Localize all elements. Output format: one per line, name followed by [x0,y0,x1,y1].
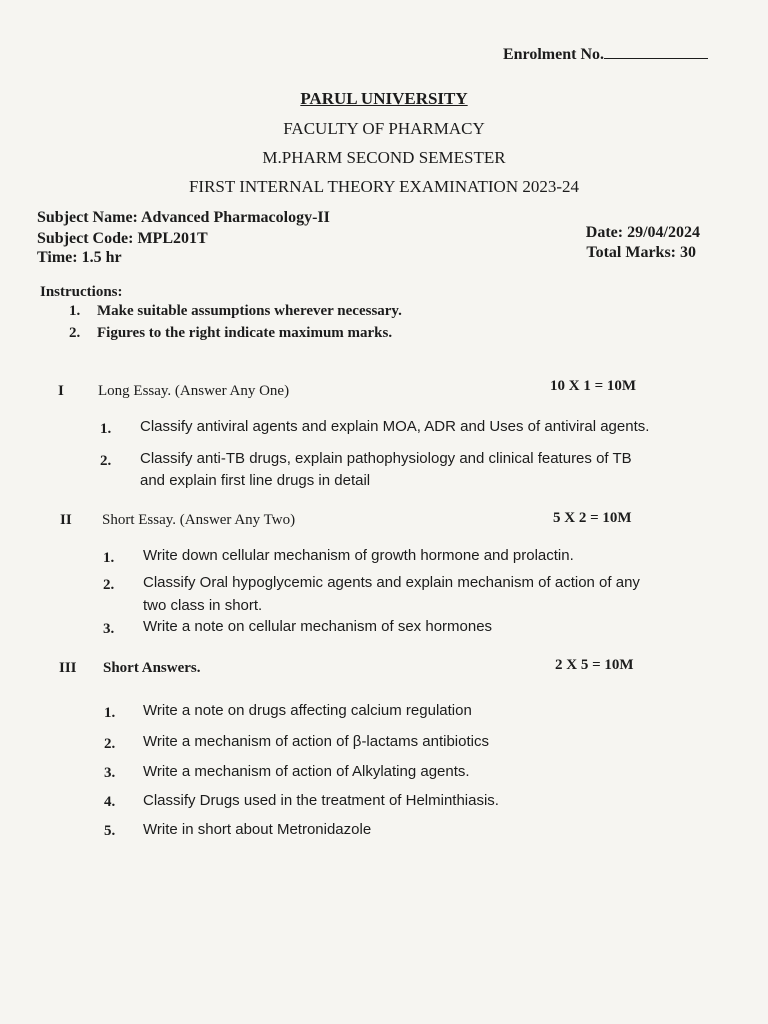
question-number: 1. [104,705,116,721]
question-number: 1. [103,550,115,566]
question-text-continued: two class in short. [143,597,263,614]
faculty-name: FACULTY OF PHARMACY [283,119,485,138]
enrolment-label: Enrolment No. [502,46,604,63]
question-text: Write a mechanism of action of Alkylating agents. [143,763,470,780]
question-text: Write a mechanism of action of β-lactams antibiotics [143,733,489,750]
question-number: 4. [104,794,116,810]
question-text: Write in short about Metronidazole [143,821,372,838]
question-text: Write a note on drugs affecting calcium regulation [143,702,472,719]
exam-time: Time: 1.5 hr [37,249,122,266]
exam-title: FIRST INTERNAL THEORY EXAMINATION 2023-24 [188,177,580,196]
instruction-number: 2. [69,325,81,341]
question-number: 5. [104,823,116,839]
section-number: III [59,660,77,676]
section-title: Short Essay. (Answer Any Two) [102,512,296,528]
section-marks: 10 X 1 = 10M [550,378,637,394]
enrolment-number [503,46,708,64]
program-name: M.PHARM SECOND SEMESTER [262,148,506,167]
question-text: Write a note on cellular mechanism of sex hormones [143,618,493,635]
question-text: Classify Oral hypoglycemic agents and explain mechanism of action of any [143,574,640,591]
section-number: I [58,383,64,399]
instructions-heading: Instructions: [40,284,123,300]
instruction-number: 1. [69,303,81,319]
instruction-text: Figures to the right indicate maximum marks. [97,325,393,341]
question-text: Classify anti-TB drugs, explain pathophysiology and clinical features of TB [140,450,632,467]
section-marks: 5 X 2 = 10M [553,510,632,526]
question-text: Classify Drugs used in the treatment of Helminthiasis. [143,792,499,809]
subject-name: Subject Name: Advanced Pharmacology-II [37,209,330,226]
question-number: 1. [100,421,112,437]
question-text-continued: and explain first line drugs in detail [140,472,371,489]
question-number: 3. [104,765,116,781]
section-title: Long Essay. (Answer Any One) [98,383,290,399]
exam-date: Date: 29/04/2024 [585,224,700,241]
subject-code: Subject Code: MPL201T [37,230,208,247]
section-number: II [60,512,72,528]
enrolment-blank-line [604,46,708,59]
instruction-text: Make suitable assumptions wherever necessary. [97,303,402,319]
section-title: Short Answers. [103,660,201,676]
section-marks: 2 X 5 = 10M [555,657,634,673]
question-number: 3. [103,621,115,637]
question-number: 2. [104,736,116,752]
question-text: Classify antiviral agents and explain MOA, ADR and Uses of antiviral agents. [140,418,650,435]
university-name: PARUL UNIVERSITY [300,89,468,108]
total-marks: Total Marks: 30 [586,244,696,261]
question-text: Write down cellular mechanism of growth hormone and prolactin. [143,547,574,564]
question-number: 2. [103,577,115,593]
question-number: 2. [100,453,112,469]
